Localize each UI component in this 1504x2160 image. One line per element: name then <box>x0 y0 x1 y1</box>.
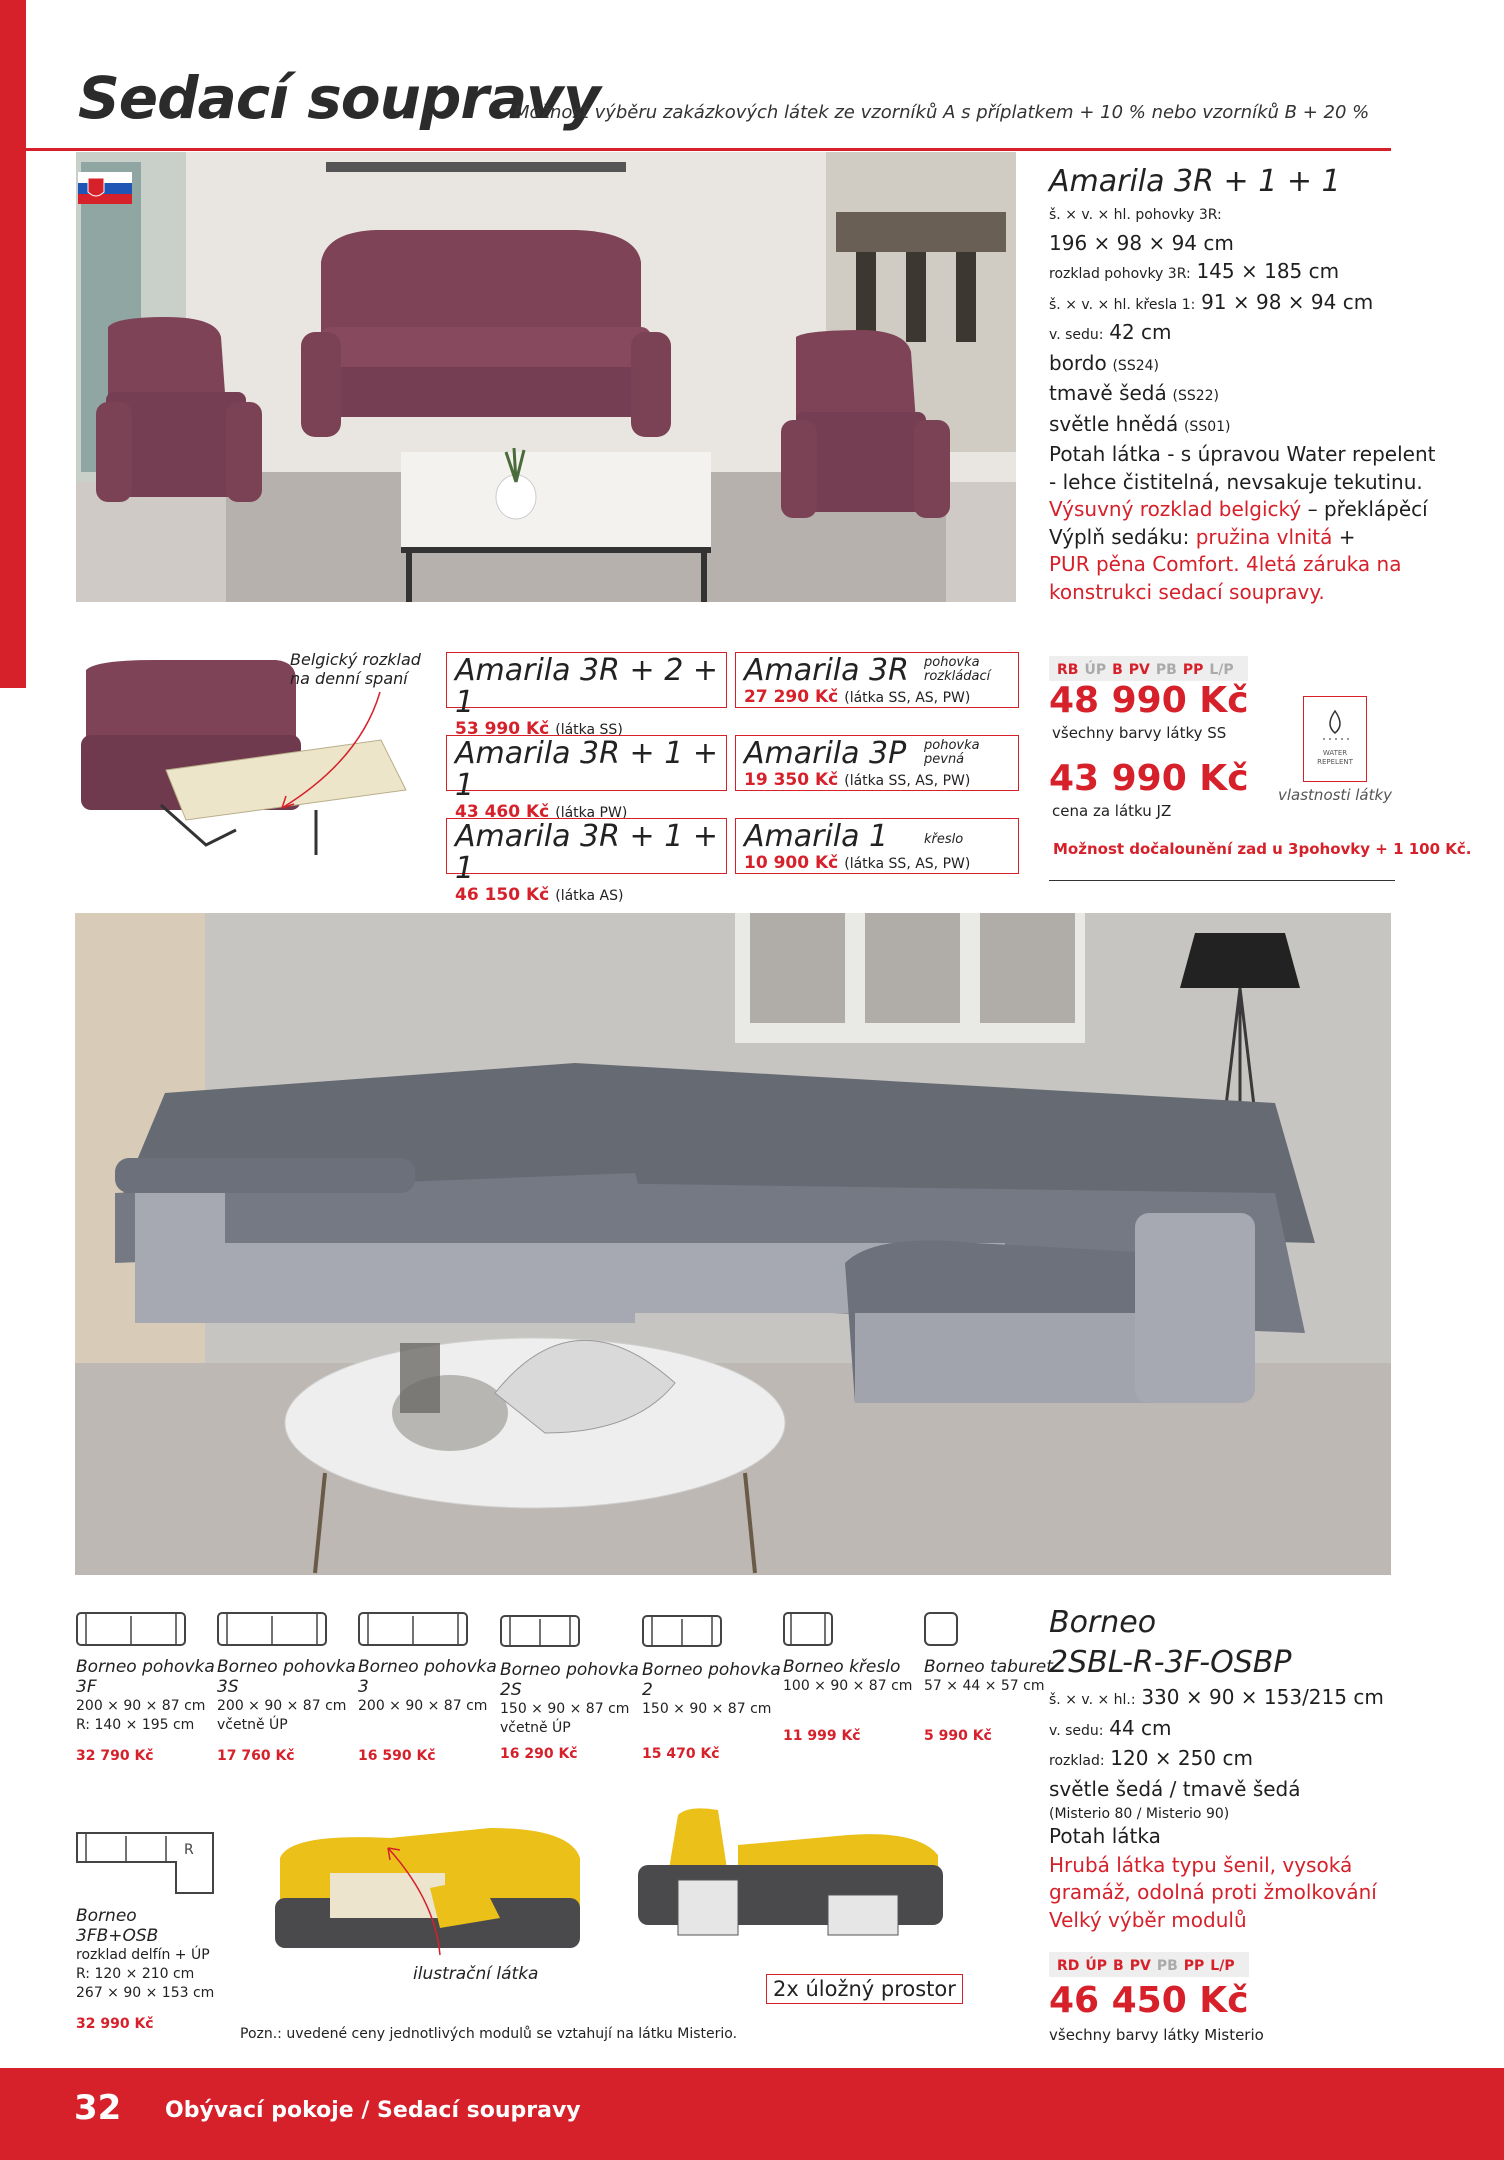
module-dims: 200 × 90 × 87 cm <box>358 1698 488 1714</box>
amarila-title: Amarila 3R + 1 + 1 <box>1049 164 1341 199</box>
variant-name: Amarila 3R + 2 + 1 <box>455 653 718 720</box>
variant-box-3 <box>446 735 727 822</box>
code-pb: PB <box>1155 662 1177 678</box>
module-price: 32 990 Kč <box>76 2016 154 2032</box>
code-b: B <box>1112 662 1123 678</box>
module-3s <box>217 1657 357 1766</box>
page-number: 32 <box>74 2088 122 2128</box>
amarila-divider <box>1049 880 1395 881</box>
borneo-sedu-label: v. sedu: <box>1049 1722 1104 1739</box>
module-taburet-icon <box>924 1612 958 1646</box>
module-3 <box>358 1657 498 1766</box>
module-extra: R: 140 × 195 cm <box>76 1717 195 1733</box>
variant-box-2 <box>735 652 1019 708</box>
left-red-bar <box>0 0 26 688</box>
variant-latka: (látka PW) <box>555 805 628 821</box>
variant-name: Amarila 3R + 1 + 1 <box>455 736 718 803</box>
module-2s <box>500 1660 640 1764</box>
module-name: Borneo pohovka 3F <box>76 1657 215 1697</box>
kreslo-label: š. × v. × hl. křesla 1: <box>1049 296 1196 313</box>
color-3: světle hnědá <box>1049 411 1179 436</box>
footer-section: Obývací pokoje / Sedací soupravy <box>165 2098 581 2123</box>
osb-line-2: R: 120 × 210 cm <box>76 1966 195 1982</box>
amarila-photo <box>76 152 1016 602</box>
borneo-rozklad-label: rozklad: <box>1049 1753 1105 1769</box>
module-price: 5 990 Kč <box>924 1728 992 1744</box>
borneo-sedu: 44 cm <box>1109 1715 1172 1740</box>
amarila-codes <box>1049 656 1248 681</box>
water-label: WATER REPELENT <box>1317 749 1353 766</box>
module-osb-icon <box>76 1832 214 1894</box>
ilustr-label: ilustrační látka <box>413 1964 539 1984</box>
borneo-rozklad: 120 × 250 cm <box>1110 1746 1253 1770</box>
amarila-specs <box>1049 200 1449 606</box>
variant-name: Amarila 3P <box>744 736 907 771</box>
module-3f-icon <box>76 1612 186 1646</box>
page-subtitle: Možnost výběru zakázkových látek ze vzorníků A s příplatkem + 10 % nebo vzorníků B + 20 % <box>514 102 1370 123</box>
amarila-price-2: 43 990 Kč <box>1049 758 1249 799</box>
module-extra: včetně ÚP <box>500 1720 571 1736</box>
module-price: 16 290 Kč <box>500 1746 578 1762</box>
variant-box-4 <box>735 735 1019 791</box>
osb-line-1: rozklad delfín + ÚP <box>76 1947 210 1963</box>
borneo-barvy: světle šedá / tmavě šedá <box>1049 1776 1301 1801</box>
variant-tag: pohovka pevná <box>924 738 980 767</box>
color-3-code: (SS01) <box>1183 418 1231 435</box>
kreslo-value: 91 × 98 × 94 cm <box>1201 289 1374 314</box>
variant-box-1 <box>446 652 727 739</box>
borneo-potah: Potah látka <box>1049 1824 1161 1848</box>
variant-name: Amarila 1 <box>744 819 889 854</box>
module-3f <box>76 1657 216 1766</box>
vypln-plus: + <box>1338 524 1356 549</box>
module-price: 32 790 Kč <box>76 1748 154 1764</box>
code-rd: RD <box>1057 1958 1080 1974</box>
variant-box-6 <box>735 818 1019 874</box>
module-osb <box>76 1906 246 2034</box>
module-3s-icon <box>217 1612 327 1646</box>
variant-tag: pohovka rozkládací <box>924 655 991 684</box>
module-name: Borneo pohovka 2 <box>642 1660 781 1700</box>
module-extra: včetně ÚP <box>217 1717 288 1733</box>
module-name: Borneo pohovka 3S <box>217 1657 356 1697</box>
borneo-barvy-note: (Misterio 80 / Misterio 90) <box>1049 1806 1230 1822</box>
module-dims: 100 × 90 × 87 cm <box>783 1678 913 1694</box>
borneo-price-note: všechny barvy látky Misterio <box>1049 2026 1264 2044</box>
page-footer <box>0 2068 1504 2160</box>
variant-price: 10 900 Kč <box>744 853 839 873</box>
amarila-price-1-note: všechny barvy látky SS <box>1052 724 1227 742</box>
module-price: 11 999 Kč <box>783 1728 861 1744</box>
borneo-codes <box>1049 1952 1249 1977</box>
module-kreslo <box>783 1657 923 1746</box>
variant-price: 43 460 Kč <box>455 802 550 822</box>
borneo-specs <box>1049 1684 1399 1934</box>
rozklad-value: 145 × 185 cm <box>1196 259 1340 283</box>
code-pv: PV <box>1129 1958 1151 1974</box>
code-up: ÚP <box>1084 662 1107 678</box>
variant-latka: (látka SS, AS, PW) <box>844 690 971 706</box>
code-lp: L/P <box>1210 1958 1235 1974</box>
color-1: bordo <box>1049 350 1107 375</box>
variant-name: Amarila 3R + 1 + 1 <box>455 819 718 886</box>
yellow-sofa-photo-2 <box>638 1805 948 1960</box>
variant-price: 19 350 Kč <box>744 770 839 790</box>
osb-r-label: R <box>184 1842 194 1858</box>
rozklad-label: rozklad pohovky 3R: <box>1049 266 1191 282</box>
module-2 <box>642 1660 782 1764</box>
slovak-flag-icon <box>78 172 132 204</box>
module-dims: 57 × 44 × 57 cm <box>924 1678 1045 1694</box>
docalouneni-note: Možnost dočalounění zad u 3pohovky + 1 100 Kč. <box>1053 840 1472 858</box>
variant-latka: (látka SS) <box>555 722 623 738</box>
module-dims: 200 × 90 × 87 cm <box>76 1698 206 1714</box>
amarila-price-1: 48 990 Kč <box>1049 680 1249 721</box>
borneo-dims-label: š. × v. × hl.: <box>1049 1692 1136 1708</box>
module-name: Borneo pohovka 3 <box>358 1657 497 1697</box>
module-name: Borneo taburet <box>924 1657 1053 1677</box>
module-taburet <box>924 1657 1064 1746</box>
sedu-label: v. sedu: <box>1049 327 1104 343</box>
module-price: 15 470 Kč <box>642 1746 720 1762</box>
code-pp: PP <box>1182 662 1204 678</box>
module-3-icon <box>358 1612 468 1646</box>
ilustr-arrow-icon <box>380 1840 450 1960</box>
code-lp: L/P <box>1209 662 1234 678</box>
vysuv-red: Výsuvný rozklad belgický <box>1049 497 1302 521</box>
sedu-value: 42 cm <box>1109 320 1172 344</box>
module-2-icon <box>642 1615 722 1647</box>
borneo-title-1: Borneo <box>1049 1605 1157 1640</box>
vlastnosti-label: vlastnosti látky <box>1278 786 1393 804</box>
borneo-photo <box>75 913 1391 1575</box>
code-pv: PV <box>1128 662 1150 678</box>
module-price: 17 760 Kč <box>217 1748 295 1764</box>
potah-text: Potah látka - s úpravou Water repelent - lehce čistitelná, nevsakuje tekutinu. <box>1049 442 1436 494</box>
module-2s-icon <box>500 1615 580 1647</box>
variant-box-5 <box>446 818 727 905</box>
variant-price: 53 990 Kč <box>455 719 550 739</box>
dims-label: š. × v. × hl. pohovky 3R: <box>1049 207 1222 223</box>
pozn-note: Pozn.: uvedené ceny jednotlivých modulů se vztahují na látku Misterio. <box>240 2026 738 2042</box>
dims-value: 196 × 98 × 94 cm <box>1049 230 1234 255</box>
variant-price: 46 150 Kč <box>455 885 550 905</box>
variant-latka: (látka SS, AS, PW) <box>844 856 971 872</box>
code-b: B <box>1113 1958 1124 1974</box>
variant-name: Amarila 3R <box>744 653 909 688</box>
borneo-red-text: Hrubá látka typu šenil, vysoká gramáž, odolná proti žmolkování Velký výběr modulů <box>1049 1852 1377 1932</box>
borneo-dims: 330 × 90 × 153/215 cm <box>1141 1685 1384 1709</box>
module-kreslo-icon <box>783 1612 833 1646</box>
module-dims: 150 × 90 × 87 cm <box>642 1701 772 1717</box>
variant-latka: (látka AS) <box>555 888 624 904</box>
code-rb: RB <box>1057 662 1079 678</box>
vysuv-text: – překlápěcí <box>1307 497 1428 521</box>
module-name: Borneo pohovka 2S <box>500 1660 639 1700</box>
module-price: 16 590 Kč <box>358 1748 436 1764</box>
code-pp: PP <box>1183 1958 1205 1974</box>
color-1-code: (SS24) <box>1112 357 1159 374</box>
vypln-red-1: pružina vlnitá <box>1195 524 1333 549</box>
osb-line-3: 267 × 90 × 153 cm <box>76 1985 215 2001</box>
module-name: Borneo křeslo <box>783 1657 901 1677</box>
color-2-code: (SS22) <box>1172 388 1220 404</box>
page-title: Sedací soupravy <box>78 64 600 132</box>
color-2: tmavě šedá <box>1049 381 1167 405</box>
code-up: ÚP <box>1085 1958 1108 1974</box>
ulozny-label: 2x úložný prostor <box>766 1974 963 2004</box>
borneo-title-2: 2SBL-R-3F-OSBP <box>1049 1645 1292 1680</box>
variant-price: 27 290 Kč <box>744 687 839 707</box>
code-pb: PB <box>1156 1958 1178 1974</box>
module-dims: 200 × 90 × 87 cm <box>217 1698 347 1714</box>
vypln-red-2: PUR pěna Comfort. 4letá záruka na konstrukci sedací soupravy. <box>1049 552 1402 604</box>
amarila-price-2-note: cena za látku JZ <box>1052 802 1172 820</box>
vypln-label: Výplň sedáku: <box>1049 524 1190 549</box>
water-repelent-icon <box>1303 696 1367 782</box>
variant-tag: křeslo <box>924 832 964 847</box>
borneo-price: 46 450 Kč <box>1049 1980 1249 2021</box>
variant-latka: (látka SS, AS, PW) <box>844 773 971 789</box>
belgicky-label: Belgický rozklad na denní spaní <box>290 650 421 688</box>
belgicky-arrow-icon <box>270 690 390 810</box>
module-dims: 150 × 90 × 87 cm <box>500 1701 630 1717</box>
header-divider <box>26 148 1391 151</box>
module-name: Borneo 3FB+OSB <box>76 1906 159 1946</box>
